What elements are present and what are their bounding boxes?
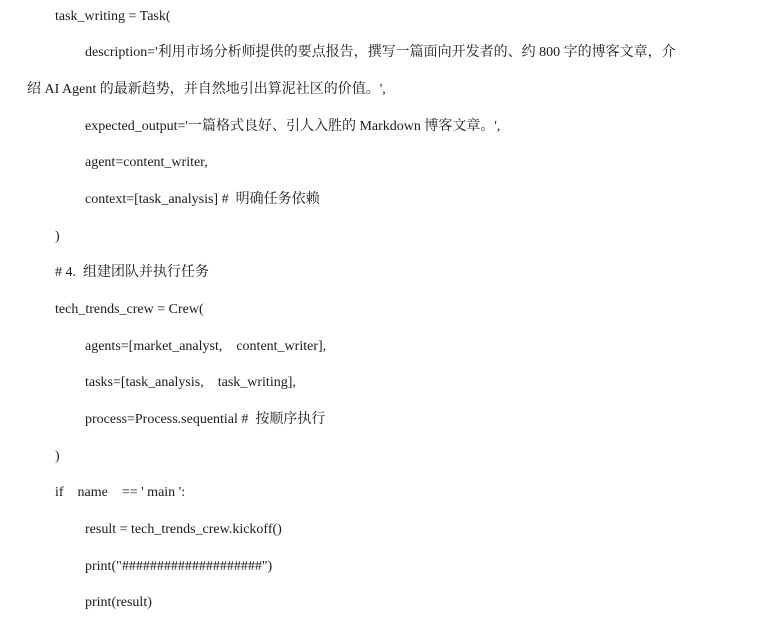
code-line-print-result: print(result) xyxy=(85,595,152,610)
code-line-close-paren: ) xyxy=(55,229,60,244)
code-line-comment-step-4: # 4. 组建团队并执行任务 xyxy=(55,265,209,280)
code-line-process: process=Process.sequential # 按顺序执行 xyxy=(85,412,326,427)
code-line-agent: agent=content_writer, xyxy=(85,155,208,170)
code-line-agents: agents=[market_analyst, content_writer], xyxy=(85,339,327,354)
code-line-crew: tech_trends_crew = Crew( xyxy=(55,302,204,317)
code-line-description: description='利用市场分析师提供的要点报告，撰写一篇面向开发者的、约 800 字的博客文章，介 xyxy=(85,45,676,60)
code-line-result: result = tech_trends_crew.kickoff() xyxy=(85,522,282,537)
code-line-print-hashes: print("####################") xyxy=(85,559,273,574)
code-line-close-paren-2: ) xyxy=(55,449,60,464)
code-line-expected-output: expected_output='一篇格式良好、引人入胜的 Markdown 博客文章。', xyxy=(85,119,501,134)
code-line-tasks: tasks=[task_analysis, task_writing], xyxy=(85,375,296,390)
code-line-description-continued: 绍 AI Agent 的最新趋势，并自然地引出算泥社区的价值。', xyxy=(27,82,386,97)
code-line-task-writing: task_writing = Task( xyxy=(55,9,171,24)
code-line-context: context=[task_analysis] # 明确任务依赖 xyxy=(85,192,320,207)
code-line-if-main: if name == ' main ': xyxy=(55,485,186,500)
